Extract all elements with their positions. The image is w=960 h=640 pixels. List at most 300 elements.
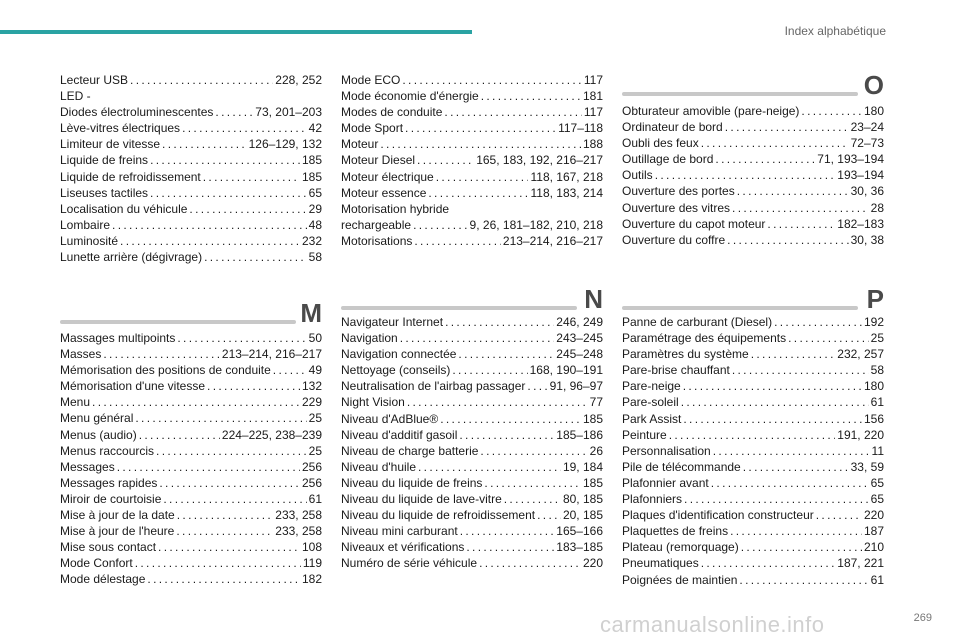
dot-leader [655, 167, 836, 183]
dot-leader [743, 459, 849, 475]
index-entry-pages: 23–24 [850, 120, 884, 135]
dot-leader [158, 539, 300, 555]
dot-leader [147, 571, 300, 587]
index-entry-pages: 61 [870, 395, 884, 410]
section-rule [622, 306, 858, 310]
index-entry-pages: 180 [863, 379, 884, 394]
index-entry-pages: 33, 59 [850, 459, 884, 474]
index-entry-term: Plateau (remorquage) [622, 540, 739, 555]
index-entry-term: Plafonniers [622, 492, 683, 507]
index-entry-pages: 168, 190–191 [529, 363, 603, 378]
index-entry [341, 491, 603, 507]
index-entry-term: Niveau d'AdBlue® [341, 411, 439, 426]
index-entry-pages: 126–129, 132 [248, 137, 322, 152]
index-entry-pages: 183–185 [556, 540, 603, 555]
dot-leader [103, 346, 220, 362]
index-entry [60, 249, 322, 265]
index-entry-pages: 20, 185 [562, 508, 603, 523]
dot-leader [120, 233, 300, 249]
index-entry-term: Liquide de refroidissement [60, 169, 201, 184]
index-entry [622, 523, 884, 539]
index-entry [341, 169, 603, 185]
index-entry-pages: 118, 167, 218 [530, 169, 603, 184]
index-entry-pages: 182–183 [837, 216, 884, 231]
index-entry-term: Obturateur amovible (pare-neige) [622, 104, 800, 118]
dot-leader [428, 185, 528, 201]
index-entry-pages: 256 [301, 459, 322, 474]
index-entry-pages: 91, 96–97 [549, 379, 603, 394]
dot-leader [150, 152, 300, 168]
index-entry-pages: 185 [301, 169, 322, 184]
index-entry-pages: 25 [870, 331, 884, 346]
index-entry-pages: 30, 38 [850, 232, 884, 247]
index-entry [341, 411, 603, 427]
index-entry [341, 217, 603, 233]
header-accent-bar [0, 30, 472, 34]
index-entry-pages: 213–214, 216–217 [502, 233, 603, 248]
index-entry [622, 200, 884, 216]
dot-leader [413, 217, 467, 233]
index-entry-term: Oubli des feux [622, 136, 699, 151]
index-entry-term: Menu [60, 395, 91, 410]
dot-leader [816, 507, 862, 523]
index-entry-term: Plafonnier avant [622, 475, 709, 490]
index-entry-pages: 192 [863, 315, 884, 329]
index-entry-term: Moteur essence [341, 185, 427, 200]
section-header-o [622, 70, 884, 100]
index-entry-heading: LED - [60, 89, 91, 104]
dot-leader [669, 427, 836, 443]
dot-leader [681, 394, 869, 410]
dot-leader [402, 72, 582, 88]
index-entry-term: Navigateur Internet [341, 315, 444, 329]
index-entry-term: Niveau mini carburant [341, 524, 458, 539]
section-letter: P [866, 284, 884, 314]
index-entry-pages: 188 [582, 137, 603, 152]
index-entry-pages: 71, 193–194 [817, 152, 884, 167]
index-entry [622, 539, 884, 555]
index-entry-term: Moteur Diesel [341, 153, 416, 168]
index-entry [341, 233, 603, 249]
dot-leader [527, 378, 547, 394]
index-entry-pages: 213–214, 216–217 [221, 347, 322, 362]
index-entry-term: Modes de conduite [341, 105, 443, 120]
index-entry-pages: 182 [301, 572, 322, 587]
index-entry-pages: 50 [308, 331, 322, 345]
index-entry-term: Limiteur de vitesse [60, 137, 161, 152]
index-entry-term: Niveaux et vérifications [341, 540, 465, 555]
index-entry-term: Moteur [341, 137, 379, 152]
dot-leader [159, 475, 300, 491]
dot-leader [458, 346, 554, 362]
index-entry-pages: 118, 183, 214 [530, 185, 603, 200]
dot-leader [440, 411, 581, 427]
index-entry-term: Plaques d'identification constructeur [622, 508, 814, 523]
index-list-n [341, 314, 603, 572]
index-entry-pages: 232, 257 [837, 347, 884, 362]
index-entry [341, 555, 603, 571]
index-entry-term: Lunette arrière (dégivrage) [60, 250, 203, 265]
index-entry [622, 411, 884, 427]
index-entry [622, 362, 884, 378]
index-entry-pages: 9, 26, 181–182, 210, 218 [469, 217, 603, 232]
index-entry-term: Menu général [60, 411, 134, 426]
index-entry-pages: 228, 252 [275, 73, 322, 87]
index-entry [341, 427, 603, 443]
index-entry-term: Moteur électrique [341, 169, 434, 184]
index-entry-term: Plaquettes de freins [622, 524, 729, 539]
index-entry [341, 104, 603, 120]
index-entry-pages: 233, 258 [275, 524, 322, 539]
dot-leader [380, 136, 581, 152]
dot-leader [436, 169, 529, 185]
index-entry [60, 459, 322, 475]
index-entry-term: Pare-brise chauffant [622, 363, 730, 378]
index-entry [341, 72, 603, 88]
index-entry-pages: 246, 249 [556, 315, 603, 329]
dot-leader [204, 249, 307, 265]
index-entry-term: Mode délestage [60, 572, 146, 587]
index-entry [60, 120, 322, 136]
index-entry-term: Ordinateur de bord [622, 120, 723, 135]
index-entry-pages: 220 [863, 508, 884, 523]
dot-leader [182, 120, 307, 136]
dot-leader [418, 459, 561, 475]
index-entry-term: Massages multipoints [60, 331, 176, 345]
dot-leader [405, 120, 556, 136]
index-entry-pages: 65 [870, 475, 884, 490]
dot-leader [801, 103, 862, 119]
dot-leader [732, 200, 869, 216]
index-entry [60, 362, 322, 378]
section-letter: O [863, 70, 884, 100]
index-entry [60, 394, 322, 410]
index-entry-pages: 48 [308, 217, 322, 232]
index-entry [622, 119, 884, 135]
index-entry-term: Mise sous contact [60, 540, 157, 555]
index-entry-pages: 233, 258 [275, 508, 322, 523]
index-entry-term: Ouverture des portes [622, 184, 735, 199]
index-entry-pages: 224–225, 238–239 [221, 427, 322, 442]
dot-leader [481, 88, 581, 104]
index-entry-term: Localisation du véhicule [60, 201, 188, 216]
index-entry-pages: 117 [583, 73, 603, 87]
index-entry-term: Menus raccourcis [60, 443, 155, 458]
index-entry [341, 443, 603, 459]
dot-leader [732, 362, 869, 378]
index-entry-term: Niveau d'huile [341, 459, 417, 474]
index-entry-pages: 132 [301, 379, 322, 394]
dot-leader [730, 523, 862, 539]
index-entry-pages: 25 [308, 411, 322, 426]
dot-leader [725, 119, 849, 135]
index-entry [341, 152, 603, 168]
index-entry [60, 410, 322, 426]
index-entry-pages: 49 [308, 363, 322, 378]
dot-leader [479, 555, 581, 571]
index-entry [60, 217, 322, 233]
dot-leader [713, 443, 870, 459]
index-entry-term: Numéro de série véhicule [341, 556, 478, 571]
index-entry-term: Pare-neige [622, 379, 681, 394]
index-entry-pages: 73, 201–203 [255, 105, 322, 120]
index-entry [60, 507, 322, 523]
index-entry-term: Ouverture du capot moteur [622, 216, 766, 231]
index-entry-pages: 210 [863, 540, 884, 555]
index-entry [341, 459, 603, 475]
index-entry [60, 72, 322, 88]
dot-leader [176, 523, 273, 539]
index-entry-pages: 108 [301, 540, 322, 555]
index-entry [622, 475, 884, 491]
index-entry [60, 104, 322, 120]
dot-leader [460, 523, 555, 539]
index-entry-term: Mode Confort [60, 556, 133, 571]
dot-leader [537, 507, 561, 523]
page-number: 269 [913, 612, 932, 624]
index-entry-pages: 11 [871, 443, 884, 458]
section-rule [341, 306, 577, 310]
index-entry-term: Outils [622, 168, 653, 183]
index-entry [341, 314, 603, 330]
index-entry-pages: 25 [308, 443, 322, 458]
index-entry-pages: 58 [870, 363, 884, 378]
index-entry-term: Niveau du liquide de freins [341, 475, 483, 490]
index-entry-term: Miroir de courtoisie [60, 491, 162, 506]
index-entry [60, 185, 322, 201]
index-entry [622, 346, 884, 362]
index-entry-term: Mémorisation des positions de conduite [60, 363, 271, 378]
index-entry-pages: 117 [583, 105, 603, 120]
index-entry [341, 185, 603, 201]
dot-leader [504, 491, 561, 507]
dot-leader [163, 491, 306, 507]
dot-leader [162, 136, 247, 152]
index-entry-pages: 61 [308, 491, 322, 506]
dot-leader [177, 507, 274, 523]
index-entry-pages: 245–248 [556, 347, 603, 362]
dot-leader [414, 233, 501, 249]
index-entry [60, 330, 322, 346]
index-entry [341, 120, 603, 136]
index-entry-term: Masses [60, 347, 102, 362]
dot-leader [741, 539, 862, 555]
watermark: carmanualsonline.info [600, 612, 825, 637]
index-entry-heading: Motorisation hybride [341, 201, 450, 216]
index-entry-pages: 58 [308, 250, 322, 265]
index-entry-pages: 156 [863, 411, 884, 426]
index-entry [622, 507, 884, 523]
index-entry [60, 491, 322, 507]
dot-leader [466, 539, 554, 555]
index-entry-pages: 26 [589, 443, 603, 458]
dot-leader [684, 491, 869, 507]
index-entry [341, 378, 603, 394]
index-entry [622, 491, 884, 507]
index-entry-pages: 232 [301, 233, 322, 248]
index-entry [60, 233, 322, 249]
dot-leader [400, 330, 555, 346]
section-header-p [622, 284, 884, 314]
index-entry [60, 169, 322, 185]
index-entry [60, 571, 322, 587]
index-entry-term: Menus (audio) [60, 427, 137, 442]
dot-leader [484, 475, 581, 491]
index-entry-pages: 77 [589, 395, 603, 410]
index-entry-pages: 117–118 [558, 121, 603, 136]
index-entry-term: Nettoyage (conseils) [341, 363, 451, 378]
dot-leader [788, 330, 869, 346]
dot-leader [417, 152, 474, 168]
index-entry [341, 475, 603, 491]
index-entry-pages: 180 [863, 104, 884, 118]
index-entry-pages: 185 [582, 475, 603, 490]
dot-leader [701, 555, 836, 571]
index-entry-term: Niveau de charge batterie [341, 443, 479, 458]
dot-leader [727, 232, 848, 248]
index-entry [622, 459, 884, 475]
index-entry-term: Luminosité [60, 233, 119, 248]
index-entry-term: Neutralisation de l'airbag passager [341, 379, 526, 394]
index-entry [622, 572, 884, 588]
index-entry-term: Diodes électroluminescentes [60, 105, 214, 120]
index-entry [622, 103, 884, 119]
index-entry-pages: 193–194 [837, 168, 884, 183]
index-entry-term: Personnalisation [622, 443, 711, 458]
index-entry [622, 135, 884, 151]
index-entry-pages: 19, 184 [562, 459, 603, 474]
index-entry-term: Ouverture du coffre [622, 232, 726, 247]
dot-leader [459, 427, 554, 443]
index-entry [341, 330, 603, 346]
index-entry-term: Navigation connectée [341, 347, 457, 362]
index-entry-term: Ouverture des vitres [622, 200, 731, 215]
index-entry-term: Mode économie d'énergie [341, 89, 479, 104]
index-entry [622, 443, 884, 459]
index-entry-term: Mode ECO [341, 73, 401, 87]
index-entry [341, 346, 603, 362]
index-entry-term: Mémorisation d'une vitesse [60, 379, 206, 394]
index-entry-term: Paramétrage des équipements [622, 331, 787, 346]
index-entry-term: Night Vision [341, 395, 405, 410]
index-entry [622, 378, 884, 394]
index-entry-pages: 229 [301, 395, 322, 410]
page-header-title: Index alphabétique [784, 24, 886, 38]
index-entry-term: Pile de télécommande [622, 459, 741, 474]
index-entry-pages: 165, 183, 192, 216–217 [476, 153, 603, 168]
index-entry-term: Niveau du liquide de lave-vitre [341, 492, 502, 507]
index-entry [341, 88, 603, 104]
index-entry-pages: 30, 36 [850, 184, 884, 199]
index-entry [341, 539, 603, 555]
dot-leader [130, 72, 273, 88]
dot-leader [112, 217, 307, 233]
index-entry [60, 201, 322, 217]
index-entry [622, 232, 884, 248]
index-entry-term: Pare-soleil [622, 395, 679, 410]
index-entry-term: Motorisations [341, 233, 413, 248]
dot-leader [117, 459, 300, 475]
index-entry [60, 443, 322, 459]
dot-leader [767, 216, 835, 232]
section-header-m [60, 298, 322, 328]
index-entry-term: Lève-vitres électriques [60, 121, 181, 136]
index-entry [60, 427, 322, 443]
index-entry [622, 151, 884, 167]
index-entry-term: Lecteur USB [60, 73, 129, 87]
index-entry-pages: 187 [863, 524, 884, 539]
index-entry-pages: 80, 185 [562, 492, 603, 507]
index-entry-term: Mode Sport [341, 121, 404, 136]
index-entry-pages: 42 [308, 121, 322, 136]
dot-leader [683, 411, 862, 427]
index-entry-term: Peinture [622, 427, 667, 442]
index-list-l [60, 72, 322, 265]
index-entry-pages: 61 [870, 572, 884, 587]
index-entry [60, 539, 322, 555]
dot-leader [444, 104, 581, 120]
index-entry [341, 523, 603, 539]
index-entry-term: Panne de carburant (Diesel) [622, 315, 773, 329]
index-entry-term: Niveau du liquide de refroidissement [341, 508, 536, 523]
index-entry [622, 555, 884, 571]
dot-leader [445, 314, 554, 330]
index-entry-term: Park Assist [622, 411, 682, 426]
dot-leader [751, 346, 836, 362]
section-letter: M [300, 298, 322, 328]
dot-leader [273, 362, 307, 378]
index-entry [60, 555, 322, 571]
dot-leader [452, 362, 527, 378]
dot-leader [711, 475, 869, 491]
index-entry [60, 475, 322, 491]
index-entry-pages: 187, 221 [837, 556, 884, 571]
index-entry [622, 183, 884, 199]
index-entry-pages: 165–166 [556, 524, 603, 539]
dot-leader [189, 201, 306, 217]
index-entry [622, 314, 884, 330]
index-entry [60, 523, 322, 539]
dot-leader [203, 169, 300, 185]
dot-leader [683, 378, 862, 394]
dot-leader [739, 572, 868, 588]
index-list-o [622, 103, 884, 248]
dot-leader [150, 185, 307, 201]
index-entry-term: Outillage de bord [622, 152, 714, 167]
dot-leader [177, 330, 306, 346]
dot-leader [407, 394, 588, 410]
index-entry [622, 167, 884, 183]
index-entry-pages: 28 [870, 200, 884, 215]
index-entry [341, 362, 603, 378]
index-entry-term: Messages [60, 459, 115, 474]
dot-leader [715, 151, 815, 167]
dot-leader [215, 104, 253, 120]
index-entry-term: Navigation [341, 331, 398, 346]
index-entry-pages: 72–73 [850, 136, 884, 151]
index-entry-term: Pneumatiques [622, 556, 699, 571]
index-entry-pages: 185 [301, 153, 322, 168]
index-entry-term: Mise à jour de l'heure [60, 524, 175, 539]
index-entry [622, 427, 884, 443]
index-entry [622, 216, 884, 232]
index-entry-term: rechargeable [341, 217, 412, 232]
section-letter: N [584, 284, 603, 314]
index-entry-pages: 29 [308, 201, 322, 216]
dot-leader [139, 427, 220, 443]
index-list-m [60, 330, 322, 588]
dot-leader [156, 443, 307, 459]
